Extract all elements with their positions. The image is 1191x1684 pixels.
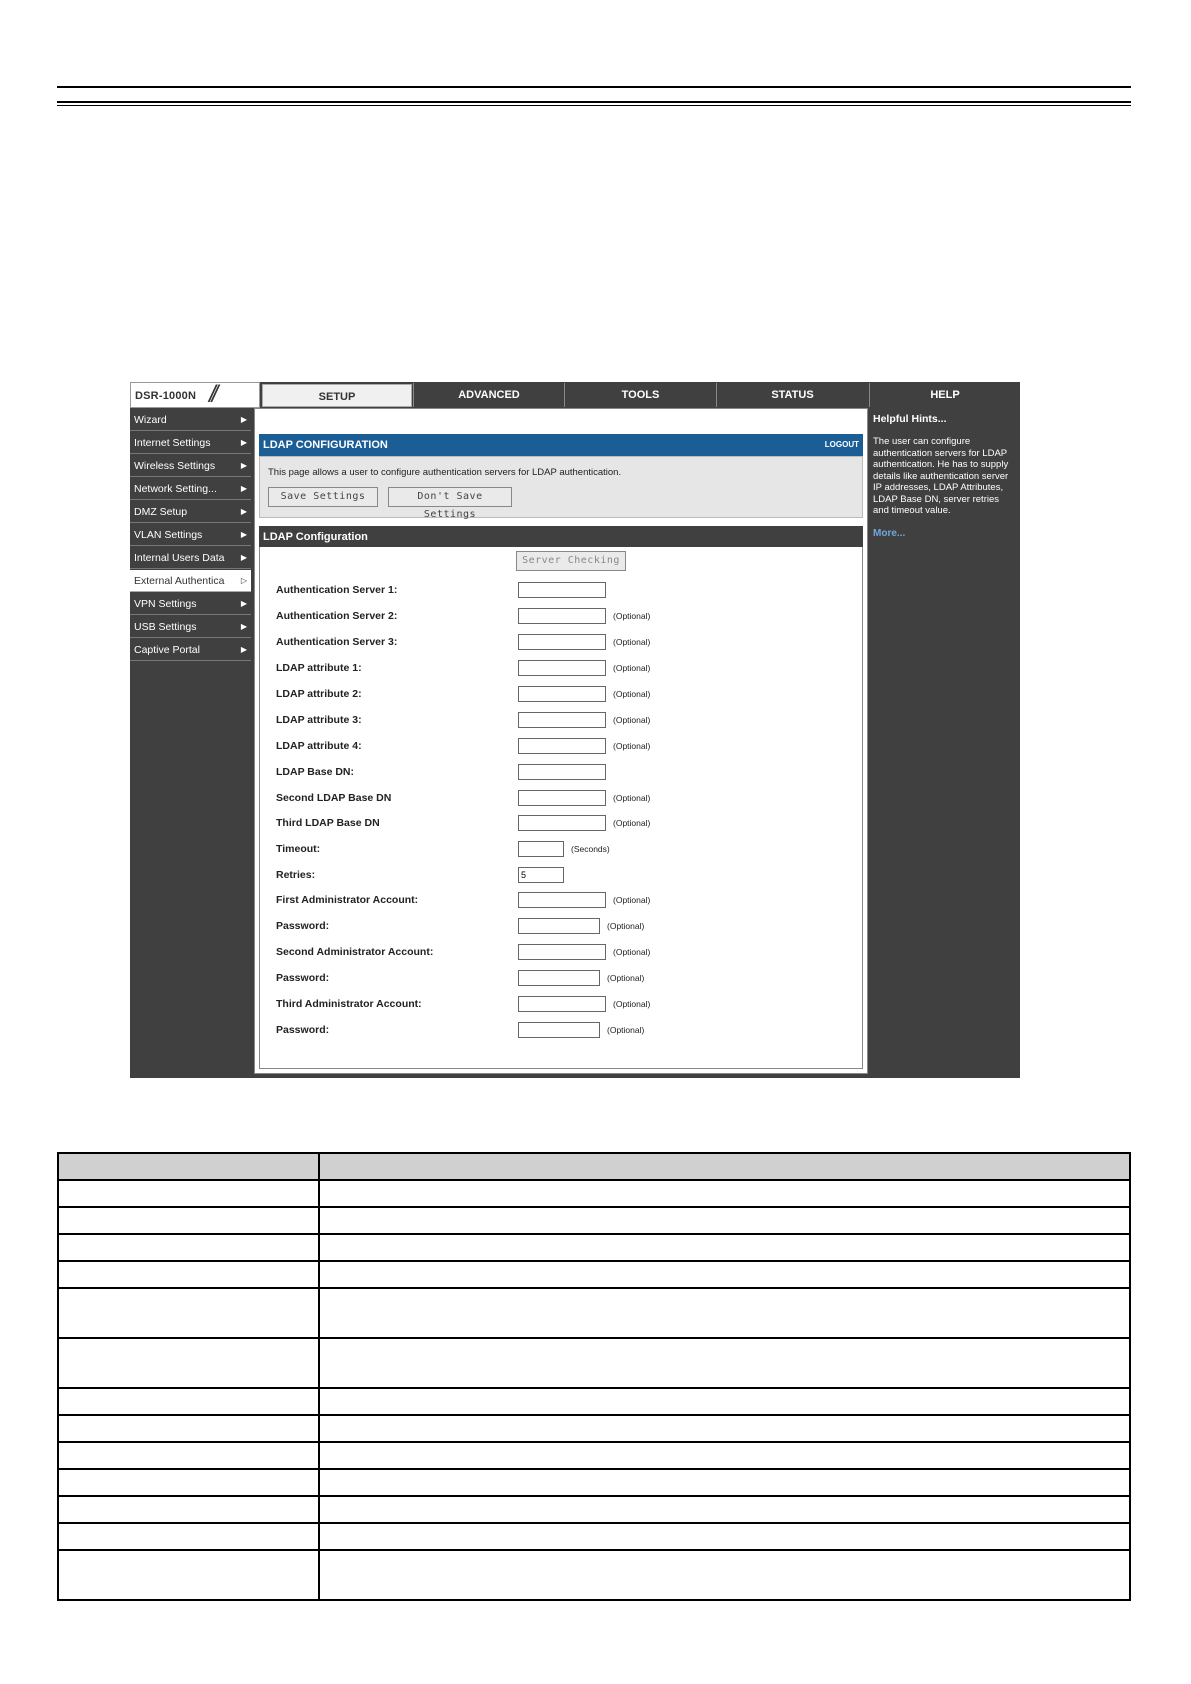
sidebar-item-wizard[interactable] — [130, 409, 251, 431]
form-row — [260, 608, 864, 626]
sidebar-item-label: VLAN Settings — [134, 529, 203, 541]
field-label: LDAP attribute 4: — [276, 740, 362, 752]
table-row — [58, 1469, 1130, 1496]
form-row — [260, 944, 864, 962]
field-hint: (Optional) — [607, 973, 645, 983]
form-row — [260, 686, 864, 704]
description-box — [259, 456, 863, 518]
sidebar-item-label: Wireless Settings — [134, 460, 216, 472]
table-cell — [319, 1207, 1130, 1234]
page-description: This page allows a user to configure authentication servers for LDAP authentication. — [268, 467, 622, 478]
field-hint: (Optional) — [613, 895, 651, 905]
table-cell — [319, 1442, 1130, 1469]
tab-status[interactable]: STATUS — [716, 383, 868, 407]
form-row — [260, 918, 864, 936]
field-label: First Administrator Account: — [276, 894, 419, 906]
field-hint: (Seconds) — [571, 844, 610, 854]
arrow-right-icon: ▶ — [240, 553, 247, 562]
save-settings-button[interactable]: Save Settings — [268, 487, 378, 507]
field-hint: (Optional) — [613, 689, 651, 699]
table-cell — [58, 1550, 319, 1600]
field-label: Timeout: — [276, 843, 321, 855]
table-row — [58, 1415, 1130, 1442]
form-row — [260, 712, 864, 730]
field-input[interactable] — [518, 1022, 600, 1038]
form-row — [260, 970, 864, 988]
form-row — [260, 815, 864, 833]
sidebar-item-usb-settings[interactable] — [130, 616, 251, 638]
table-cell — [319, 1523, 1130, 1550]
field-hint: (Optional) — [613, 715, 651, 725]
field-input[interactable] — [518, 634, 606, 650]
table-cell — [319, 1469, 1130, 1496]
form-row — [260, 634, 864, 652]
table-row — [58, 1338, 1130, 1388]
sidebar-item-internal-users-data[interactable] — [130, 547, 251, 569]
field-label: Second LDAP Base DN — [276, 792, 392, 804]
field-input[interactable] — [518, 790, 606, 806]
table-header-cell — [58, 1153, 319, 1180]
field-hint: (Optional) — [613, 818, 651, 828]
field-input[interactable]: 5 — [518, 867, 564, 883]
table-cell — [58, 1442, 319, 1469]
form-row — [260, 738, 864, 756]
field-label: LDAP attribute 2: — [276, 688, 362, 700]
field-hint: (Optional) — [613, 793, 651, 803]
table-row — [58, 1261, 1130, 1288]
top-rule — [57, 86, 1131, 88]
field-input[interactable] — [518, 582, 606, 598]
sidebar-item-label: Internal Users Data — [134, 552, 225, 564]
table-cell — [319, 1388, 1130, 1415]
field-label: Authentication Server 2: — [276, 610, 398, 622]
double-rule-upper — [57, 101, 1131, 103]
field-label: LDAP attribute 3: — [276, 714, 362, 726]
field-hint: (Optional) — [613, 637, 651, 647]
arrow-right-icon: ▶ — [240, 438, 247, 447]
form-row — [260, 1022, 864, 1040]
field-input[interactable] — [518, 918, 600, 934]
table-row — [58, 1234, 1130, 1261]
help-panel — [869, 408, 1020, 1078]
table-cell — [58, 1469, 319, 1496]
field-label: Retries: — [276, 869, 316, 881]
table-cell — [58, 1207, 319, 1234]
field-input[interactable] — [518, 712, 606, 728]
tab-advanced[interactable]: ADVANCED — [413, 383, 564, 407]
logo-slashes-icon: // — [209, 381, 215, 408]
table-cell — [319, 1338, 1130, 1388]
field-label: Third LDAP Base DN — [276, 817, 380, 829]
ldap-config-section-header — [259, 526, 863, 547]
section-title: LDAP Configuration — [263, 531, 368, 543]
table-cell — [319, 1261, 1130, 1288]
table-cell — [58, 1338, 319, 1388]
table-cell — [58, 1496, 319, 1523]
logout-link[interactable]: LOGOUT — [824, 440, 859, 449]
field-label: Password: — [276, 972, 330, 984]
form-row — [260, 841, 864, 859]
sidebar-item-captive-portal[interactable] — [130, 639, 251, 661]
arrow-right-icon: ▶ — [240, 461, 247, 470]
sidebar-item-dmz-setup[interactable] — [130, 501, 251, 523]
parameter-table — [57, 1152, 1131, 1601]
field-label: Password: — [276, 1024, 330, 1036]
dont-save-settings-button[interactable]: Don't Save Settings — [388, 487, 512, 507]
sidebar-item-vpn-settings[interactable] — [130, 593, 251, 615]
arrow-right-icon: ▶ — [240, 622, 247, 631]
table-row — [58, 1442, 1130, 1469]
field-input[interactable] — [518, 686, 606, 702]
device-logo — [130, 382, 260, 408]
field-label: Authentication Server 1: — [276, 584, 398, 596]
sidebar-item-label: Network Setting... — [134, 483, 217, 495]
field-label: LDAP Base DN: — [276, 766, 354, 778]
arrow-right-icon: ▶ — [240, 484, 247, 493]
ldap-config-header — [259, 434, 863, 456]
field-input[interactable] — [518, 970, 600, 986]
arrow-right-icon: ▶ — [240, 645, 247, 654]
sidebar — [130, 408, 251, 1078]
sidebar-item-vlan-settings[interactable] — [130, 524, 251, 546]
tab-tools[interactable]: TOOLS — [564, 383, 716, 407]
arrow-right-icon: ▶ — [240, 530, 247, 539]
table-cell — [58, 1261, 319, 1288]
field-hint: (Optional) — [607, 921, 645, 931]
table-cell — [58, 1415, 319, 1442]
top-navigation-bar — [130, 382, 1020, 408]
help-more-link[interactable]: More... — [873, 528, 906, 539]
form-row — [260, 764, 864, 782]
tab-help[interactable]: HELP — [869, 383, 1020, 407]
table-cell — [58, 1388, 319, 1415]
device-model: DSR-1000N — [135, 390, 197, 402]
field-hint: (Optional) — [613, 999, 651, 1009]
field-input[interactable] — [518, 815, 606, 831]
tab-setup[interactable]: SETUP — [262, 384, 412, 407]
help-title: Helpful Hints... — [873, 413, 947, 425]
form-row — [260, 867, 864, 885]
table-row — [58, 1496, 1130, 1523]
arrow-right-icon: ▶ — [240, 507, 247, 516]
sidebar-item-label: DMZ Setup — [134, 506, 188, 518]
field-hint: (Optional) — [613, 611, 651, 621]
sidebar-item-wireless-settings[interactable] — [130, 455, 251, 477]
sidebar-item-label: Captive Portal — [134, 644, 200, 656]
field-label: LDAP attribute 1: — [276, 662, 362, 674]
sidebar-item-label: External Authentica — [134, 575, 225, 587]
table-row — [58, 1550, 1130, 1600]
field-label: Third Administrator Account: — [276, 998, 422, 1010]
router-ui-screenshot — [130, 382, 1020, 1078]
field-input[interactable] — [518, 660, 606, 676]
field-hint: (Optional) — [613, 741, 651, 751]
table-cell — [58, 1288, 319, 1338]
table-cell — [319, 1415, 1130, 1442]
form-row — [260, 660, 864, 678]
table-cell — [58, 1180, 319, 1207]
table-cell — [58, 1523, 319, 1550]
sidebar-item-label: USB Settings — [134, 621, 197, 633]
field-input[interactable] — [518, 841, 564, 857]
table-cell — [319, 1288, 1130, 1338]
sidebar-item-label: VPN Settings — [134, 598, 197, 610]
sidebar-item-label: Internet Settings — [134, 437, 211, 449]
field-label: Second Administrator Account: — [276, 946, 434, 958]
table-cell — [58, 1234, 319, 1261]
form-row — [260, 582, 864, 600]
ldap-config-form — [259, 547, 863, 1069]
field-hint: (Optional) — [613, 663, 651, 673]
table-row — [58, 1523, 1130, 1550]
table-row — [58, 1180, 1130, 1207]
help-text: The user can configure authentication servers for LDAP authentication. He has to supply details like authentication server IP addresses, LDAP Attributes, LDAP Base DN, server retries and timeout value. — [873, 436, 1009, 516]
field-input[interactable] — [518, 608, 606, 624]
field-label: Authentication Server 3: — [276, 636, 398, 648]
table-cell — [319, 1234, 1130, 1261]
form-row — [260, 892, 864, 910]
form-row — [260, 790, 864, 808]
sidebar-item-label: Wizard — [134, 414, 167, 426]
field-input[interactable] — [518, 892, 606, 908]
field-input[interactable] — [518, 944, 606, 960]
arrow-right-icon: ▶ — [240, 599, 247, 608]
sidebar-item-network-settings[interactable] — [130, 478, 251, 500]
table-row — [58, 1288, 1130, 1338]
table-row — [58, 1388, 1130, 1415]
field-label: Password: — [276, 920, 330, 932]
field-input[interactable] — [518, 738, 606, 754]
page-title: LDAP CONFIGURATION — [263, 439, 388, 451]
table-header-cell — [319, 1153, 1130, 1180]
sidebar-item-external-authentication[interactable] — [130, 570, 251, 592]
table-cell — [319, 1550, 1130, 1600]
field-input[interactable] — [518, 996, 606, 1012]
sidebar-item-internet-settings[interactable] — [130, 432, 251, 454]
field-hint: (Optional) — [607, 1025, 645, 1035]
server-checking-button[interactable]: Server Checking — [516, 551, 626, 571]
field-input[interactable] — [518, 764, 606, 780]
table-row — [58, 1207, 1130, 1234]
table-header-row — [58, 1153, 1130, 1180]
arrow-right-outline-icon: ▷ — [240, 576, 247, 585]
form-row — [260, 996, 864, 1014]
main-content — [254, 408, 868, 1074]
double-rule-lower — [57, 105, 1131, 106]
field-hint: (Optional) — [613, 947, 651, 957]
table-cell — [319, 1180, 1130, 1207]
table-cell — [319, 1496, 1130, 1523]
arrow-right-icon: ▶ — [240, 415, 247, 424]
